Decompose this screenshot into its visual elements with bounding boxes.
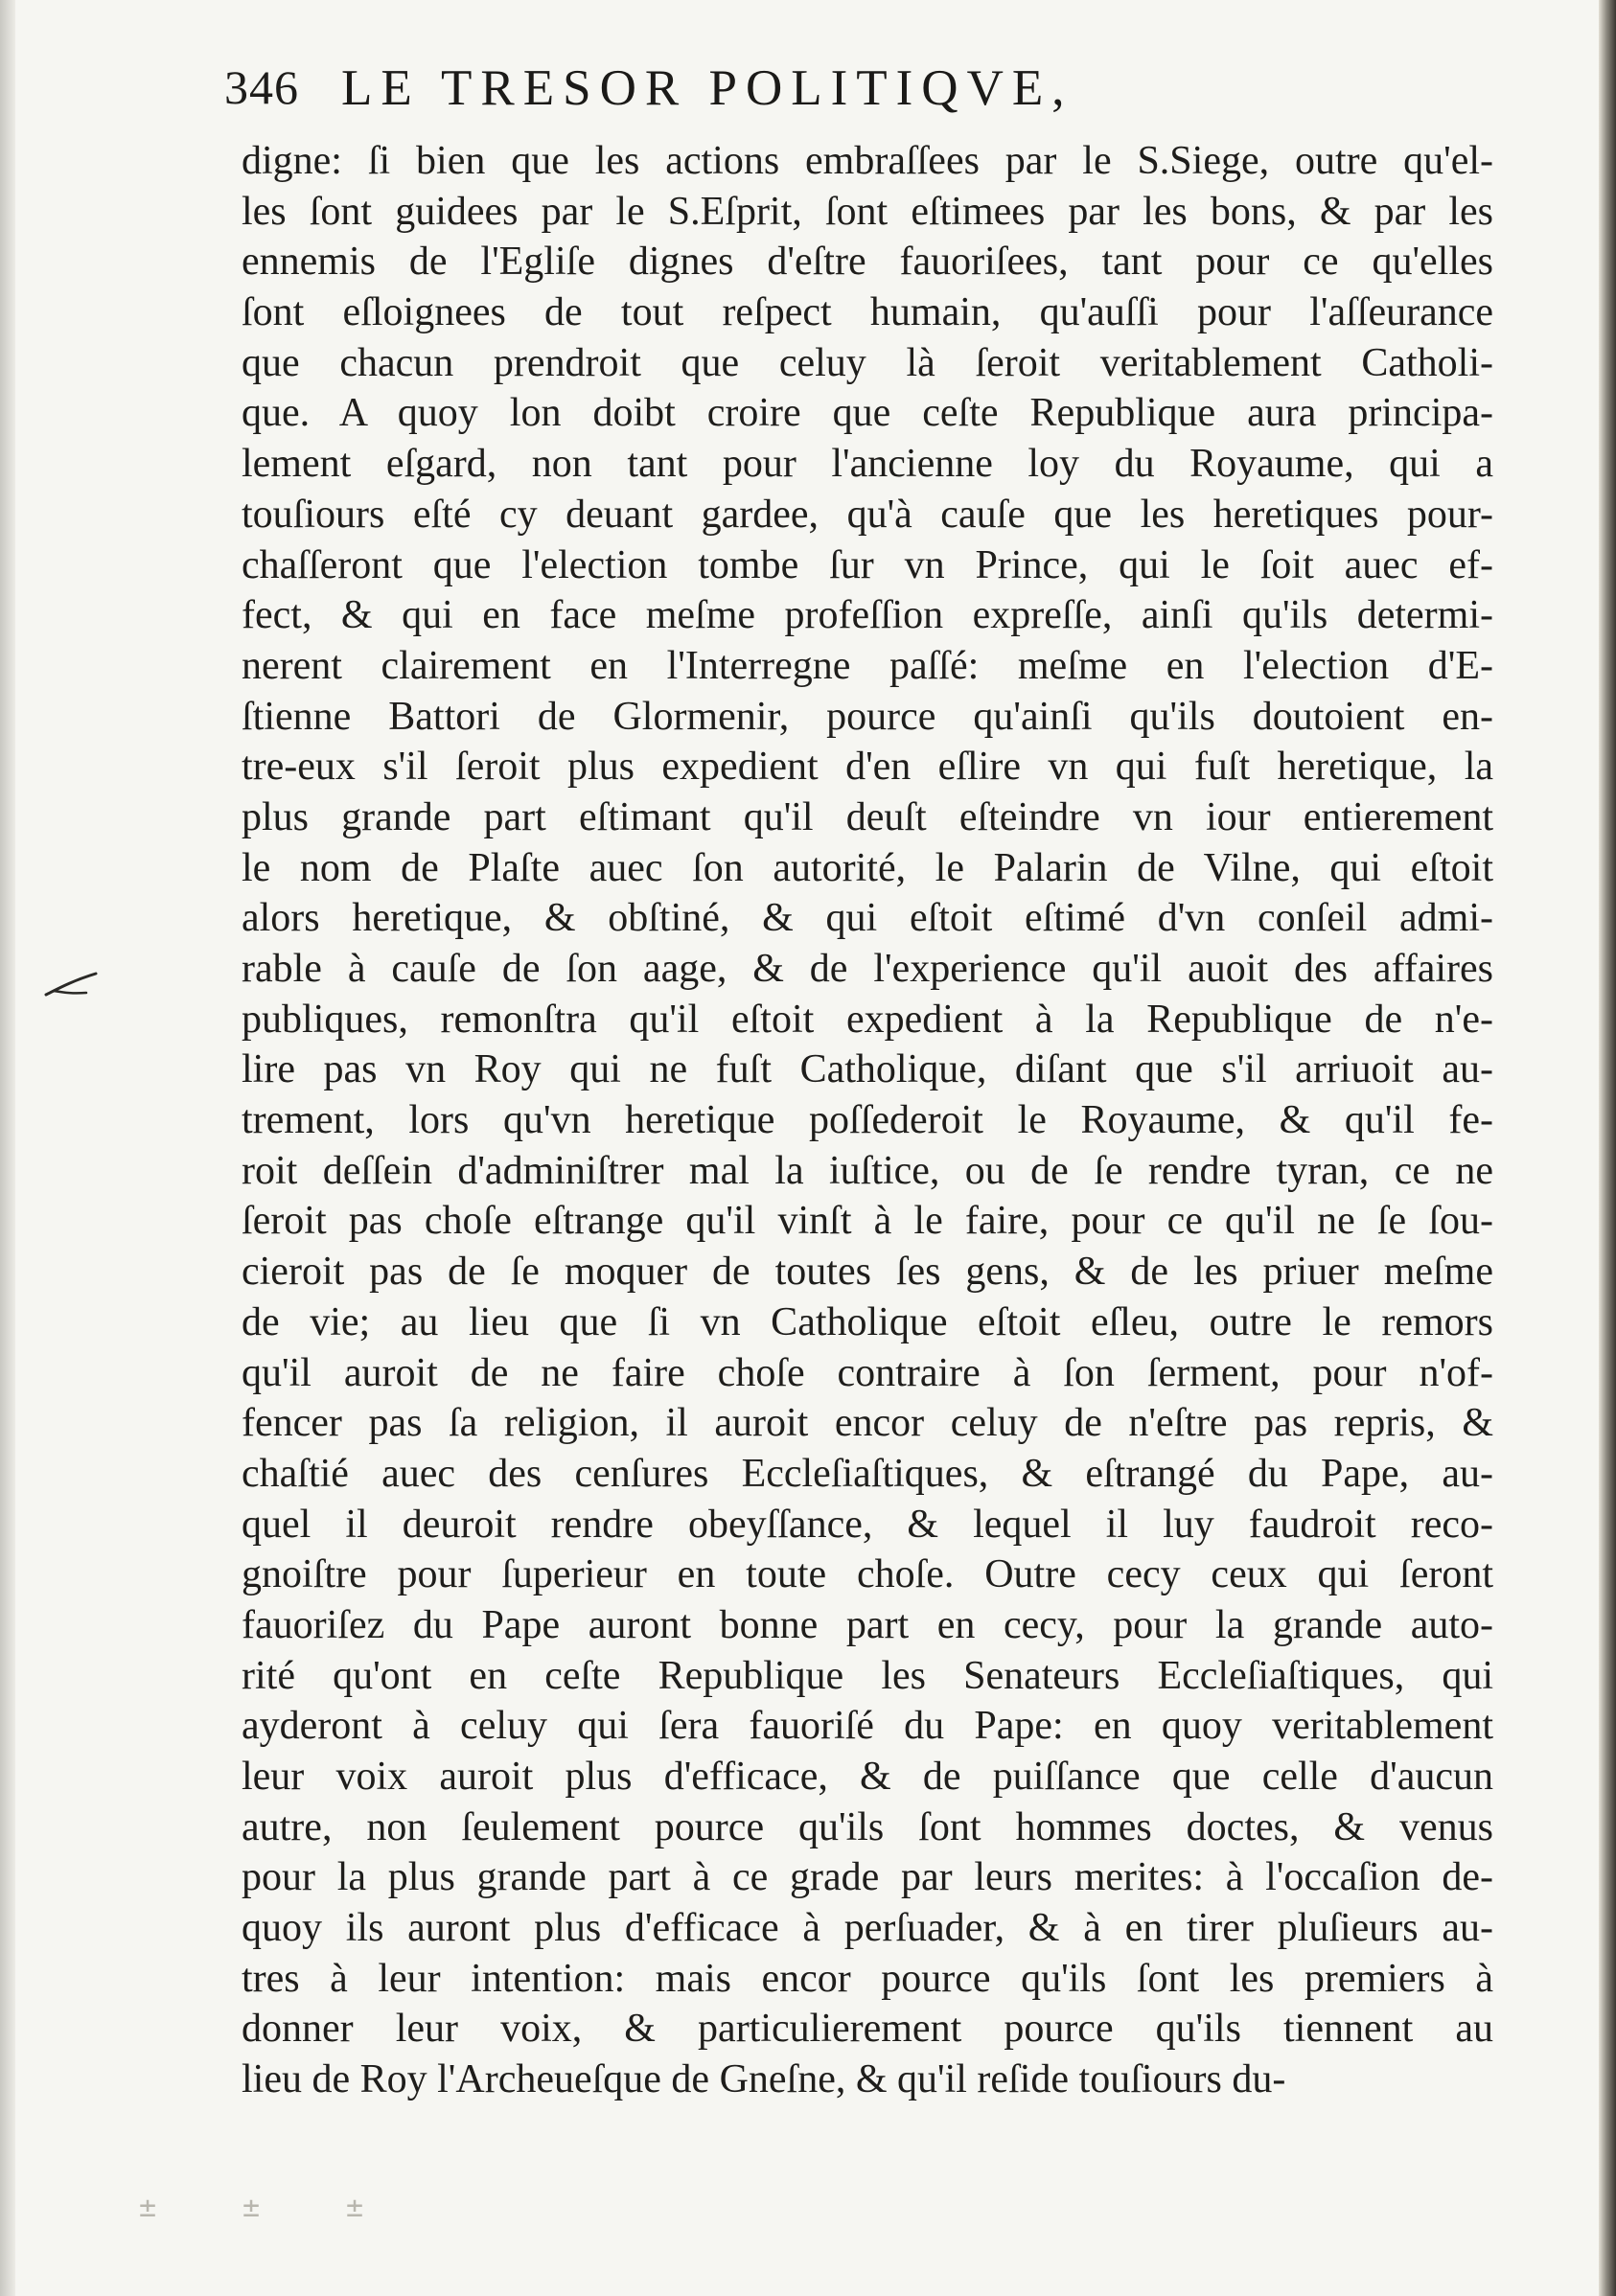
text-line: plus grande part eſtimant qu'il deuſt eſteindre vn iour entierement [242,794,1493,839]
text-line: trement, lors qu'vn heretique poſſederoit le Royaume, & qu'il fe- [242,1098,1493,1143]
body-text [242,136,1493,2105]
text-line: fauoriſez du Pape auront bonne part en cecy, pour la grande auto- [242,1602,1493,1647]
text-line: quel il deuroit rendre obeyſſance, & lequel il luy faudroit reco- [242,1502,1493,1547]
text-line: ennemis de l'Egliſe dignes d'eſtre fauoriſees, tant pour ce qu'elles [242,240,1493,285]
text-line: de vie; au lieu que ſi vn Catholique eſtoit eſleu, outre le remors [242,1299,1493,1344]
text-line: fect, & qui en face meſme profeſſion expreſſe, ainſi qu'ils determi- [242,593,1493,638]
text-line: chaſtié auec des cenſures Eccleſiaſtiques, & eſtrangé du Pape, au- [242,1451,1493,1496]
text-line: ſeroit pas choſe eſtrange qu'il vinſt à le faire, pour ce qu'il ne ſe ſou- [242,1199,1493,1244]
text-line: qu'il auroit de ne faire choſe contraire à ſon ſerment, pour n'of- [242,1350,1493,1395]
text-line: rable à cauſe de ſon aage, & de l'experience qu'il auoit des affaires [242,947,1493,991]
text-line: publiques, remonſtra qu'il eſtoit expedient à la Republique de n'e- [242,997,1493,1042]
text-line: autre, non ſeulement pource qu'ils ſont hommes doctes, & venus [242,1804,1493,1849]
text-line: tres à leur intention: mais encor pource qu'ils ſont les premiers à [242,1956,1493,2001]
text-line: nerent clairement en l'Interregne paſſé: meſme en l'election d'E- [242,643,1493,688]
text-line: fencer pas ſa religion, il auroit encor celuy de n'eſtre pas repris, & [242,1401,1493,1446]
text-line: pour la plus grande part à ce grade par leurs merites: à l'occaſion de- [242,1855,1493,1900]
footer-mark: ± [138,2191,157,2224]
text-line: touſiours eſté cy deuant gardee, qu'à cauſe que les heretiques pour- [242,492,1493,537]
text-line: ſont eſloignees de tout reſpect humain, qu'auſſi pour l'aſſeurance [242,290,1493,335]
text-line: gnoiſtre pour ſuperieur en toute choſe. Outre cecy ceux qui ſeront [242,1552,1493,1597]
page-header [224,59,1355,126]
text-line: tre-eux s'il ſeroit plus expedient d'en eſlire vn qui fuſt heretique, la [242,745,1493,790]
text-line: que chacun prendroit que celuy là ſeroit veritablement Catholi- [242,340,1493,385]
text-line: digne: ſi bien que les actions embraſſees par le S.Siege, outre qu'el- [242,139,1493,183]
text-line: cieroit pas de ſe moquer de toutes ſes gens, & de les priuer meſme [242,1250,1493,1295]
page-number: 346 [224,60,299,114]
text-line: rité qu'ont en ceſte Republique les Senateurs Eccleſiaſtiques, qui [242,1653,1493,1698]
footer-mark: ± [345,2191,364,2224]
text-line: alors heretique, & obſtiné, & qui eſtoit eſtimé d'vn conſeil admi- [242,896,1493,941]
text-line: chaſſeront que l'election tombe ſur vn Prince, qui le ſoit auec ef- [242,542,1493,587]
book-page [15,0,1601,2296]
text-line: le nom de Plaſte auec ſon autorité, le Palarin de Vilne, qui eſtoit [242,845,1493,890]
text-line: leur voix auroit plus d'efficace, & de puiſſance que celle d'aucun [242,1755,1493,1799]
text-line: ſtienne Battori de Glormenir, pource qu'ainſi qu'ils doutoient en- [242,694,1493,739]
footer-marks [128,2191,378,2252]
footer-mark: ± [242,2191,261,2224]
text-line: que. A quoy lon doibt croire que ceſte Republique aura principa- [242,391,1493,436]
text-line: ayderont à celuy qui ſera fauoriſé du Pape: en quoy veritablement [242,1704,1493,1749]
text-line: lire pas vn Roy qui ne fuſt Catholique, diſant que s'il arriuoit au- [242,1047,1493,1092]
text-line: quoy ils auront plus d'efficace à perſuader, & à en tirer pluſieurs au- [242,1906,1493,1951]
text-line: lieu de Roy l'Archeueſque de Gneſne, & qu'il reſide touſiours du- [242,2057,1286,2102]
text-line: lement eſgard, non tant pour l'ancienne loy du Royaume, qui a [242,442,1493,487]
text-line: roit deſſein d'adminiſtrer mal la iuſtice, ou de ſe rendre tyran, ce ne [242,1148,1493,1193]
margin-pen-mark [44,968,100,1000]
page-edge [1599,0,1616,2296]
left-shadow [0,0,15,2296]
running-title: LE TRESOR POLITIQVE, [341,60,1073,116]
text-line: donner leur voix, & particulierement pource qu'ils tiennent au [242,2007,1493,2052]
text-line: les ſont guidees par le S.Eſprit, ſont eſtimees par les bons, & par les [242,189,1493,234]
